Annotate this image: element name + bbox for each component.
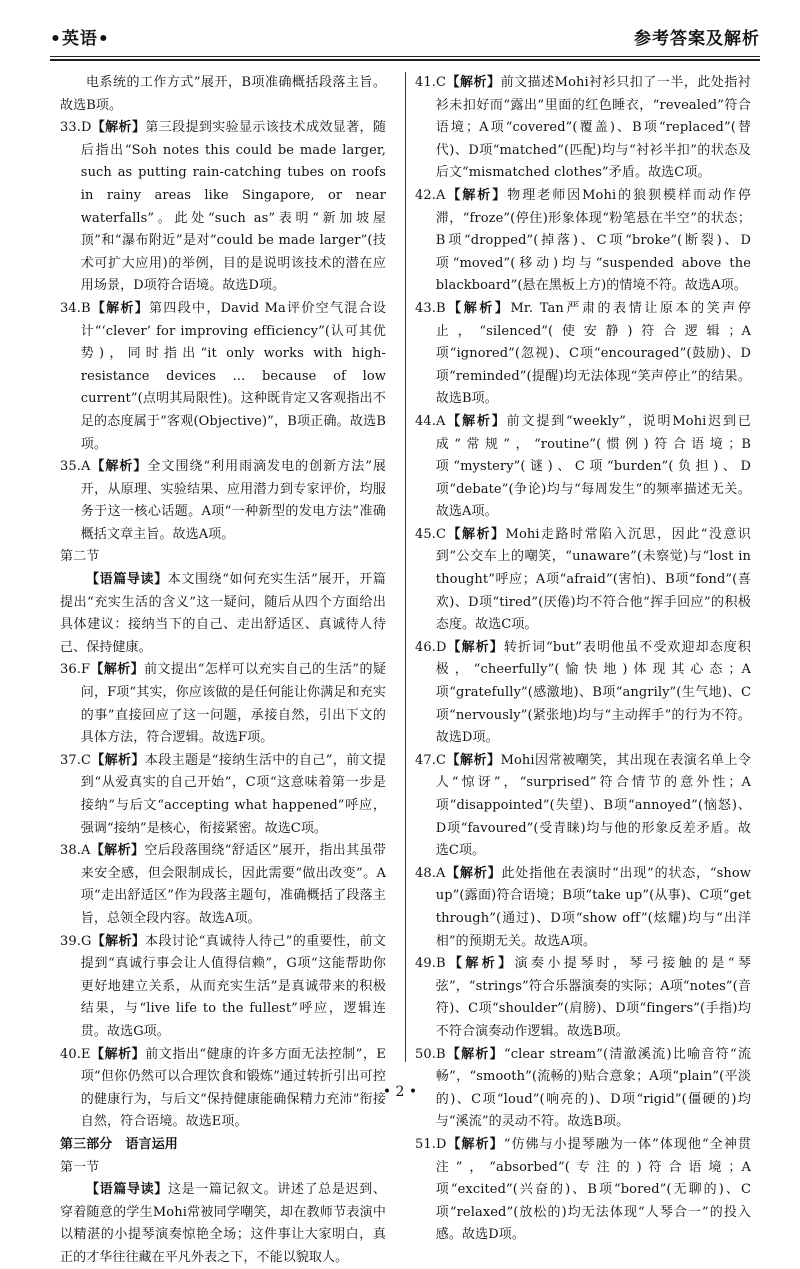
header-rule-thick: [50, 59, 760, 61]
section-heading: 第一节: [60, 1159, 100, 1175]
answer-46: 46.D【解析】转折词“but”表明他虽不受欢迎却态度积极，“cheerfully”(愉快地)体现其心态；A项“gratefully”(感激地)、B项“angrily”(生气地)、C项“nervously”(紧张地)均与“主动挥手”的行为不符。故选D项。: [415, 639, 751, 746]
answer-34: 34.B【解析】第四段中，David Ma评价空气混合设计“‘clever’ for improving efficiency”(认可其优势)，同时指出“it only works with high-resistance devices ... because of low current”(点明其局限性)。这种既肯定又客观指出不足的态度属于“客观(Objective)”，B项正确。故选B项。: [60, 300, 386, 452]
answer-50: 50.B【解析】“clear stream”(清澈溪流)比喻音符“流畅”，“smooth”(流畅的)贴合意象；A项“plain”(平淡的)、C项“loud”(响亮的)、D项“rigid”(僵硬的)均与“溪流”的灵动不符。故选B项。: [415, 1046, 752, 1130]
answer-45: 45.C【解析】Mohi走路时常陷入沉思，因此“没意识到”公交车上的嘲笑，“unaware”(未察觉)与“lost in thought”呼应；A项“afraid”(害怕)、B项“fond”(喜欢)、D项“tired”(厌倦)均不符合他“挥手回应”的积极态度。故选C项。: [415, 526, 752, 633]
page-header: [50, 18, 760, 62]
section-heading: 第二节: [60, 549, 100, 565]
part-heading: 第三部分 语言运用: [60, 1136, 178, 1152]
continued-paragraph: 电系统的工作方式”展开，B项准确概括段落主旨。故选B项。: [60, 75, 386, 113]
passage-guide: 【语篇导读】本文围绕“如何充实生活”展开，开篇提出“充实生活的含义”这一疑问，随后从四个方面给出具体建议：接纳当下的自己、走出舒适区、真诚待人待己、保持健康。: [60, 572, 386, 655]
answer-47: 47.C【解析】Mohi因常被嘲笑，其出现在表演名单上令人“惊讶”，“surprised”符合情节的意外性；A项“disappointed”(失望)、B项“annoyed”(恼怒)、D项“favoured”(受青睐)均与他的形象反差矛盾。故选C项。: [415, 752, 752, 859]
answer-42: 42.A【解析】物理老师因Mohi的狼狈模样而动作停滞，“froze”(停住)形象体现“粉笔悬在半空”的状态；B项“dropped”(掉落)、C项“broke”(断裂)、D项“moved”(移动)均与“suspended above the blackboard”(悬在黑板上方)的情境不符。故选A项。: [415, 187, 752, 294]
answer-48: 48.A【解析】此处指他在表演时“出现”的状态，“show up”(露面)符合语境；B项“take up”(从事)、C项“get through”(通过)、D项“show off”(炫耀)均与“出洋相”的预期无关。故选A项。: [415, 865, 751, 949]
answer-35: 35.A【解析】全文围绕“利用雨滴发电的创新方法”展开，从原理、实验结果、应用潜力到专家评价，均服务于这一核心话题。A项“一种新型的发电方法”准确概括文章主旨。故选A项。: [60, 459, 386, 542]
answer-33: 33.D【解析】第三段提到实验显示该技术成效显著，随后指出“Soh notes this could be made larger, such as putting rain-catching tubes on roofs in rainy areas like Singapore, or near waterfalls”。此处“such as”表明“新加坡屋顶”和“瀑布附近”是对“could be made larger”(技术可扩大应用)的举例，目的是说明该技术的潜在应用场景，D项符合语境。故选D项。: [60, 120, 386, 294]
subject-label: •英语•: [50, 29, 110, 49]
page-number: • 2 •: [382, 1084, 418, 1100]
column-divider: [405, 72, 406, 1062]
answer-39: 39.G【解析】本段讨论“真诚待人待己”的重要性，前文提到“真诚行事会让人值得信赖”，G项“这能帮助你更好地建立关系，从而充实生活”是真诚带来的积极结果，与“live life to the fullest”呼应，逻辑连贯。故选G项。: [60, 933, 386, 1039]
left-column: [60, 72, 396, 1265]
answer-37: 37.C【解析】本段主题是“接纳生活中的自己”，前文提到“从爱真实的自己开始”，C项“这意味着第一步是接纳”与后文“accepting what happened”呼应，强调“接纳”是核心，衔接紧密。故选C项。: [60, 752, 386, 836]
answer-51: 51.D【解析】“仿佛与小提琴融为一体”体现他“全神贯注”，“absorbed”(专注的)符合语境；A项“excited”(兴奋的)、B项“bored”(无聊的)、C项“relaxed”(放松的)均无法体现“人琴合一”的投入感。故选D项。: [415, 1136, 752, 1243]
answer-49: 49.B【解析】演奏小提琴时，琴弓接触的是“琴弦”，“strings”符合乐器演奏的实际；A项“notes”(音符)、C项“shoulder”(肩膀)、D项“fingers”(手指)均不符合演奏动作逻辑。故选B项。: [415, 956, 751, 1039]
answer-36: 36.F【解析】前文提出“怎样可以充实自己的生活”的疑问，F项“其实，你应该做的是任何能让你满足和充实的事”直接回应了这一问题，承接自然，引出下文的具体方法，符合逻辑。故选F项。: [60, 662, 386, 746]
header-title: 参考答案及解析: [634, 29, 760, 49]
answer-40: 40.E【解析】前文指出“健康的许多方面无法控制”，E项“但你仍然可以合理饮食和锻炼”通过转折引出可控的健康行为，与后文“保持健康能确保精力充沛”衔接自然，符合语境。故选E项。: [60, 1046, 386, 1130]
answer-38: 38.A【解析】空后段落围绕“舒适区”展开，指出其虽带来安全感，但会限制成长，因此需要“做出改变”。A项“走出舒适区”作为段落主题句，准确概括了段落主旨，总领全段内容。故选A项。: [60, 843, 386, 926]
answer-41: 41.C【解析】前文描述Mohi衬衫只扣了一半，此处指衬衫未扣好而“露出”里面的红色睡衣，“revealed”符合语境；A项“covered”(覆盖)、B项“replaced”(替代)、D项“matched”(匹配)均与“衬衫半扣”的状态及后文“mismatched clothes”矛盾。故选C项。: [415, 75, 752, 181]
passage-guide: 【语篇导读】这是一篇记叙文。讲述了总是迟到、穿着随意的学生Mohi常被同学嘲笑，却在教师节表演中以精湛的小提琴演奏惊艳全场；这件事让大家明白，真正的才华往往藏在平凡外表之下，不能以貌取人。: [60, 1182, 386, 1265]
answer-44: 44.A【解析】前文提到“weekly”，说明Mohi迟到已成“常规”，“routine”(惯例)符合语境；B项“mystery”(谜)、C项“burden”(负担)、D项“debate”(争论)均与“每周发生”的频率描述无关。故选A项。: [415, 413, 751, 520]
header-rule-thin: [50, 56, 760, 57]
right-column: [415, 72, 752, 1243]
answer-43: 43.B【解析】Mr. Tan严肃的表情让原本的笑声停止，“silenced”(使安静)符合逻辑；A项“ignored”(忽视)、C项“encouraged”(鼓励)、D项“reminded”(提醒)均无法体现“笑声停止”的结果。故选B项。: [415, 300, 751, 407]
content-columns: [60, 72, 760, 1265]
